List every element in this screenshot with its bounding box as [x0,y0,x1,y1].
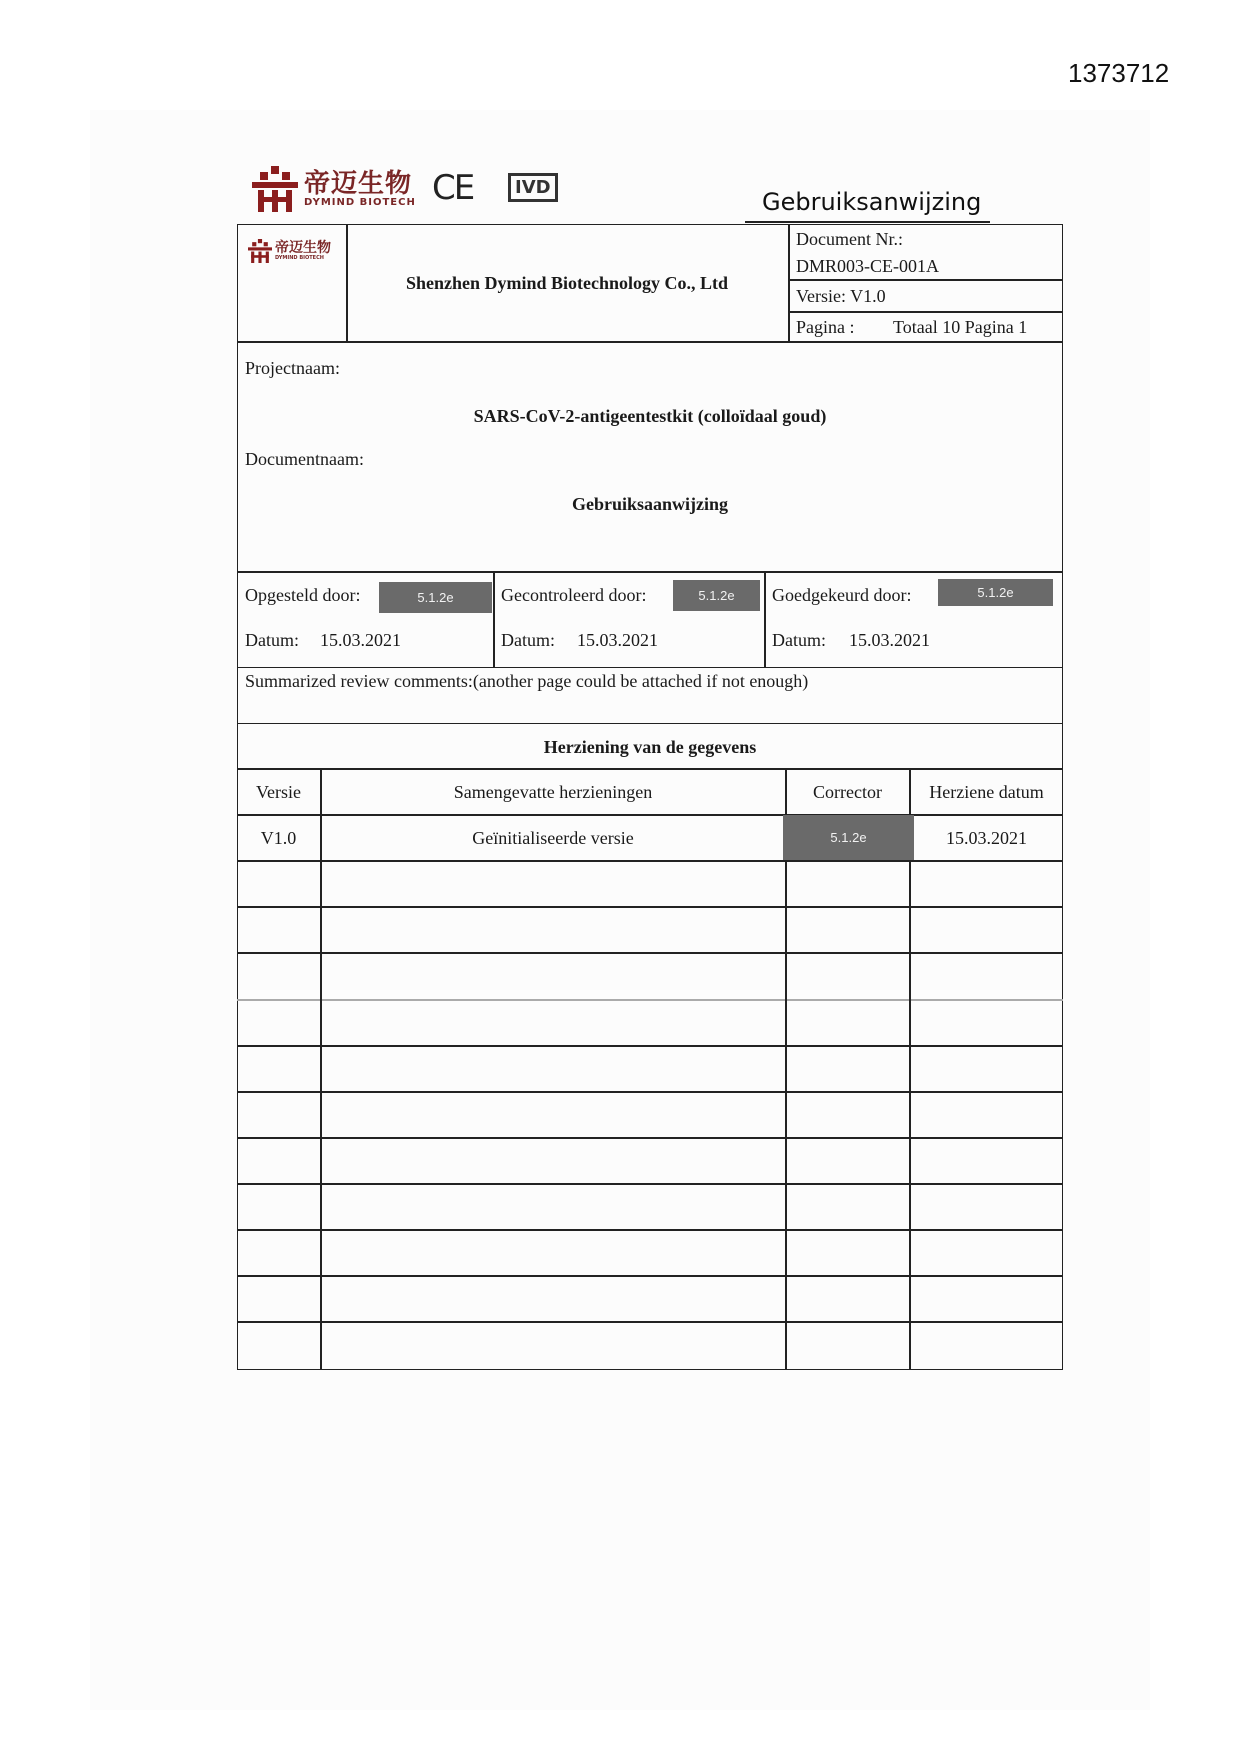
divider [788,224,790,342]
document-name: Gebruiksaanwijzing [571,494,729,514]
prepared-by-label: Opgesteld door: [245,585,361,605]
column-line [320,768,322,1369]
divider [764,571,766,668]
company-name: Shenzhen Dymind Biotechnology Co., Ltd [405,273,729,293]
row-corrector-redaction: 5.1.2e [783,815,914,860]
approved-by-redaction: 5.1.2e [938,579,1053,606]
column-header-version: Versie [256,782,301,802]
checked-by-redaction: 5.1.2e [673,580,760,611]
dymind-logo [252,166,416,212]
version-field: Versie: V1.0 [796,286,886,306]
row-line [237,906,1063,908]
page-label: Pagina : [796,317,855,337]
brand-english-name: DYMIND BIOTECH [304,196,416,208]
row-line [237,1045,1063,1047]
row-line [237,999,1063,1001]
row-version: V1.0 [260,828,297,848]
date-label: Datum: [245,630,299,650]
header-title: Gebruiksanwijzing [762,188,982,216]
project-name-label: Projectnaam: [245,358,340,378]
row-revised-date: 15.03.2021 [946,828,1027,848]
doc-nr-label: Document Nr.: [796,229,903,249]
brand-english-name: DYMIND BIOTECH [275,255,324,261]
brand-chinese-name: 帝迈生物 [275,240,331,256]
row-line [237,814,1063,816]
document-id-number: 1373712 [1068,58,1170,88]
prepared-by-redaction: 5.1.2e [379,582,492,613]
row-line [237,1275,1063,1277]
divider [493,571,495,668]
revision-table-title: Herziening van de gegevens [543,737,757,757]
row-line [237,1091,1063,1093]
revision-table [237,723,1063,1370]
row-line [237,768,1063,770]
header-underline [745,221,990,223]
dymind-logo-icon [248,238,272,264]
ce-mark: CE [432,168,474,208]
date-label: Datum: [772,630,826,650]
ivd-mark: IVD [508,173,558,202]
row-summary: Geïnitialiseerde versie [472,828,634,848]
column-header-revised-date: Herziene datum [929,782,1044,802]
project-name: SARS-CoV-2-antigeentestkit (colloïdaal goud) [473,406,827,426]
row-line [237,1229,1063,1231]
approved-by-label: Goedgekeurd door: [772,585,912,605]
checked-by-label: Gecontroleerd door: [501,585,647,605]
dymind-logo-icon [252,166,298,212]
brand-chinese-name: 帝迈生物 [304,168,413,199]
comments-label: Summarized review comments:(another page could be attached if not enough) [245,671,809,691]
company-logo [248,238,331,264]
column-header-summary: Samengevatte herzieningen [453,782,653,802]
doc-nr-value: DMR003-CE-001A [796,256,939,276]
row-line [237,952,1063,954]
row-line [237,1321,1063,1323]
row-line [237,1183,1063,1185]
date-value: 15.03.2021 [849,630,930,650]
date-value: 15.03.2021 [577,630,658,650]
page-value: Totaal 10 Pagina 1 [893,317,1028,337]
divider [788,311,1063,313]
date-label: Datum: [501,630,555,650]
divider [788,279,1063,281]
row-line [237,1137,1063,1139]
document-name-label: Documentnaam: [245,449,364,469]
date-value: 15.03.2021 [320,630,401,650]
row-line [237,860,1063,862]
column-header-corrector: Corrector [813,782,882,802]
